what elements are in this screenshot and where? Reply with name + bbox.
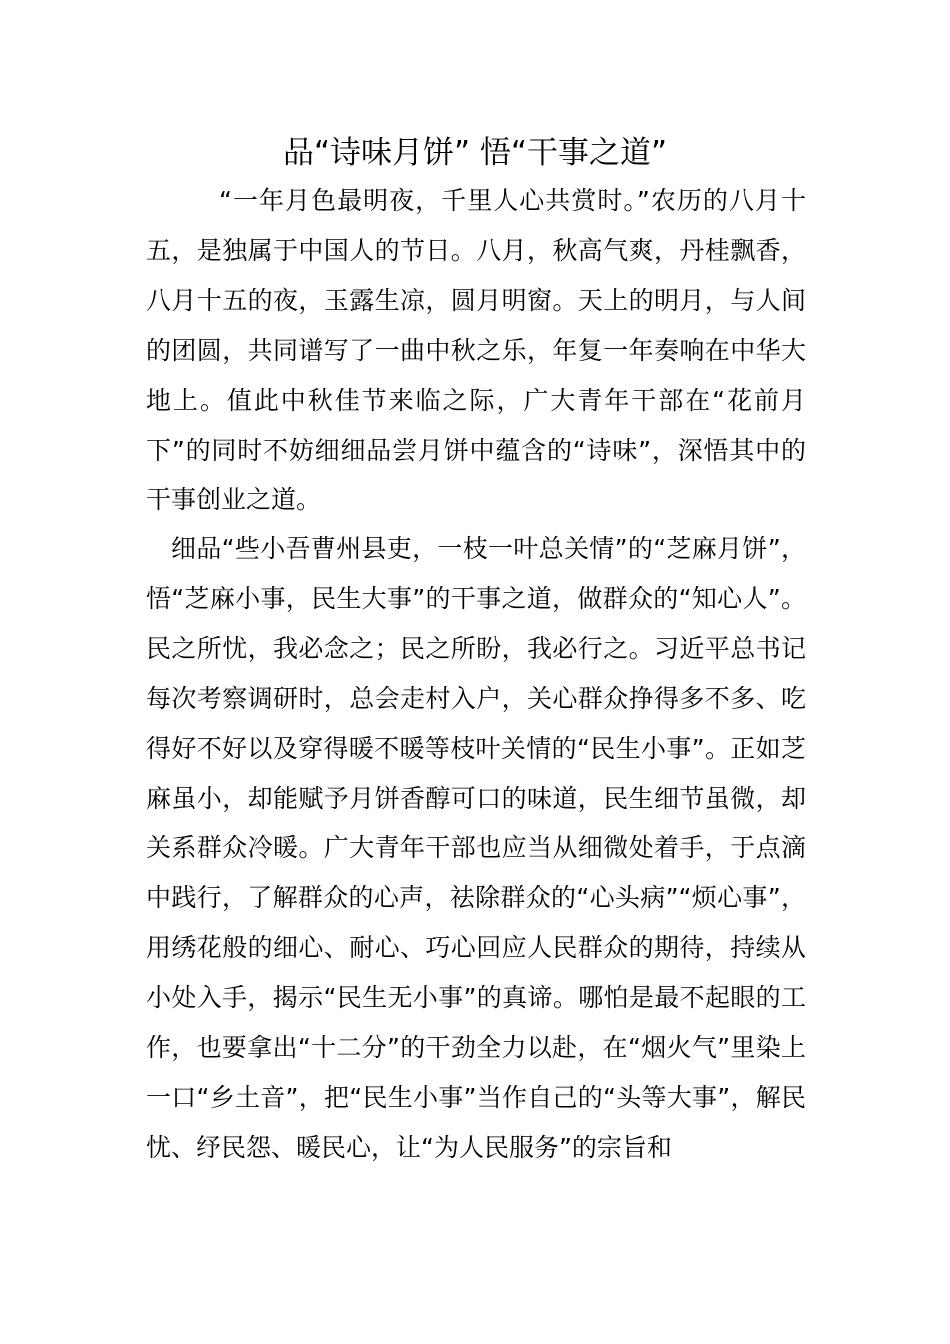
paragraph-sesame-mooncake: 细品“些小吾曹州县吏，一枝一叶总关情”的“芝麻月饼”，悟“芝麻小事，民生大事”的干事之道，做群众的“知心人”。民之所忧，我必念之；民之所盼，我必行之。习近平总书记每次考察调研时，总会走村入户，关心群众挣得多不多、吃得好不好以及穿得暖不暖等枝叶关情的“民生小事”。正如芝麻虽小，却能赋予月饼香醇可口的味道，民生细节虽微，却关系群众冷暖。广大青年干部也应当从细微处着手，于点滴中践行，了解群众的心声，祛除群众的“心头病”“烦心事”，用绣花般的细心、耐心、巧心回应人民群众的期待，持续从小处入手，揭示“民生无小事”的真谛。哪怕是最不起眼的工作，也要拿出“十二分”的干劲全力以赴，在“烟火气”里染上一口“乡土音”，把“民生小事”当作自己的“头等大事”，解民忧、纾民怨、暖民心，让“为人民服务”的宗旨和 [146, 534, 806, 1162]
paragraph-intro: “一年月色最明夜，千里人心共赏时。”农历的八月十五，是独属于中国人的节日。八月，秋高气爽，丹桂飘香，八月十五的夜，玉露生凉，圆月明窗。天上的明月，与人间的团圆，共同谱写了一曲中秋之乐，年复一年奏响在中华大地上。值此中秋佳节来临之际，广大青年干部在“花前月下”的同时不妨细细品尝月饼中蕴含的“诗味”，深悟其中的干事创业之道。 [146, 186, 806, 515]
document-title: 品“诗味月饼” 悟“干事之道” [282, 135, 668, 171]
